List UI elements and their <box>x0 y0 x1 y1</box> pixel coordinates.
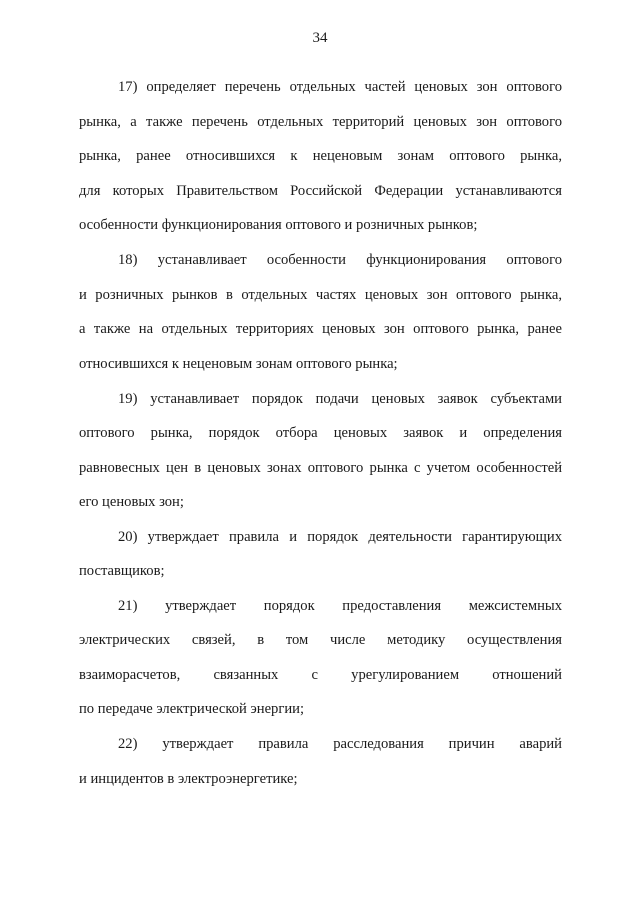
paragraph-22-line-1: 22) утверждает правила расследования причин аварий <box>118 736 562 752</box>
paragraph-20-line-1: 20) утверждает правила и порядок деятельности гарантирующих <box>118 529 562 545</box>
paragraph-19-line-2: оптового рынка, порядок отбора ценовых заявок и определения <box>79 425 562 441</box>
paragraph-19-line-4: его ценовых зон; <box>79 494 184 510</box>
paragraph-17-line-4: для которых Правительством Российской Федерации устанавливаются <box>79 183 562 199</box>
paragraph-21-line-3: взаиморасчетов, связанных с урегулированием отношений <box>79 667 562 683</box>
paragraph-21-line-2: электрических связей, в том числе методику осуществления <box>79 632 562 648</box>
paragraph-21-line-4: по передаче электрической энергии; <box>79 701 304 717</box>
paragraph-17-line-3: рынка, ранее относившихся к неценовым зонам оптового рынка, <box>79 148 562 164</box>
paragraph-17-line-2: рынка, а также перечень отдельных территорий ценовых зон оптового <box>79 114 562 130</box>
paragraph-18-line-2: и розничных рынков в отдельных частях ценовых зон оптового рынка, <box>79 287 562 303</box>
paragraph-17-line-1: 17) определяет перечень отдельных частей ценовых зон оптового <box>118 79 562 95</box>
paragraph-21-line-1: 21) утверждает порядок предоставления межсистемных <box>118 598 562 614</box>
paragraph-18-line-4: относившихся к неценовым зонам оптового рынка; <box>79 356 398 372</box>
paragraph-19-line-3: равновесных цен в ценовых зонах оптового рынка с учетом особенностей <box>79 460 562 476</box>
paragraph-18-line-3: а также на отдельных территориях ценовых зон оптового рынка, ранее <box>79 321 562 337</box>
paragraph-19-line-1: 19) устанавливает порядок подачи ценовых заявок субъектами <box>118 391 562 407</box>
paragraph-18-line-1: 18) устанавливает особенности функционирования оптового <box>118 252 562 268</box>
paragraph-17-line-5: особенности функционирования оптового и розничных рынков; <box>79 217 478 233</box>
page-number: 34 <box>312 30 328 46</box>
paragraph-22-line-2: и инцидентов в электроэнергетике; <box>79 771 298 787</box>
paragraph-20-line-2: поставщиков; <box>79 563 165 579</box>
